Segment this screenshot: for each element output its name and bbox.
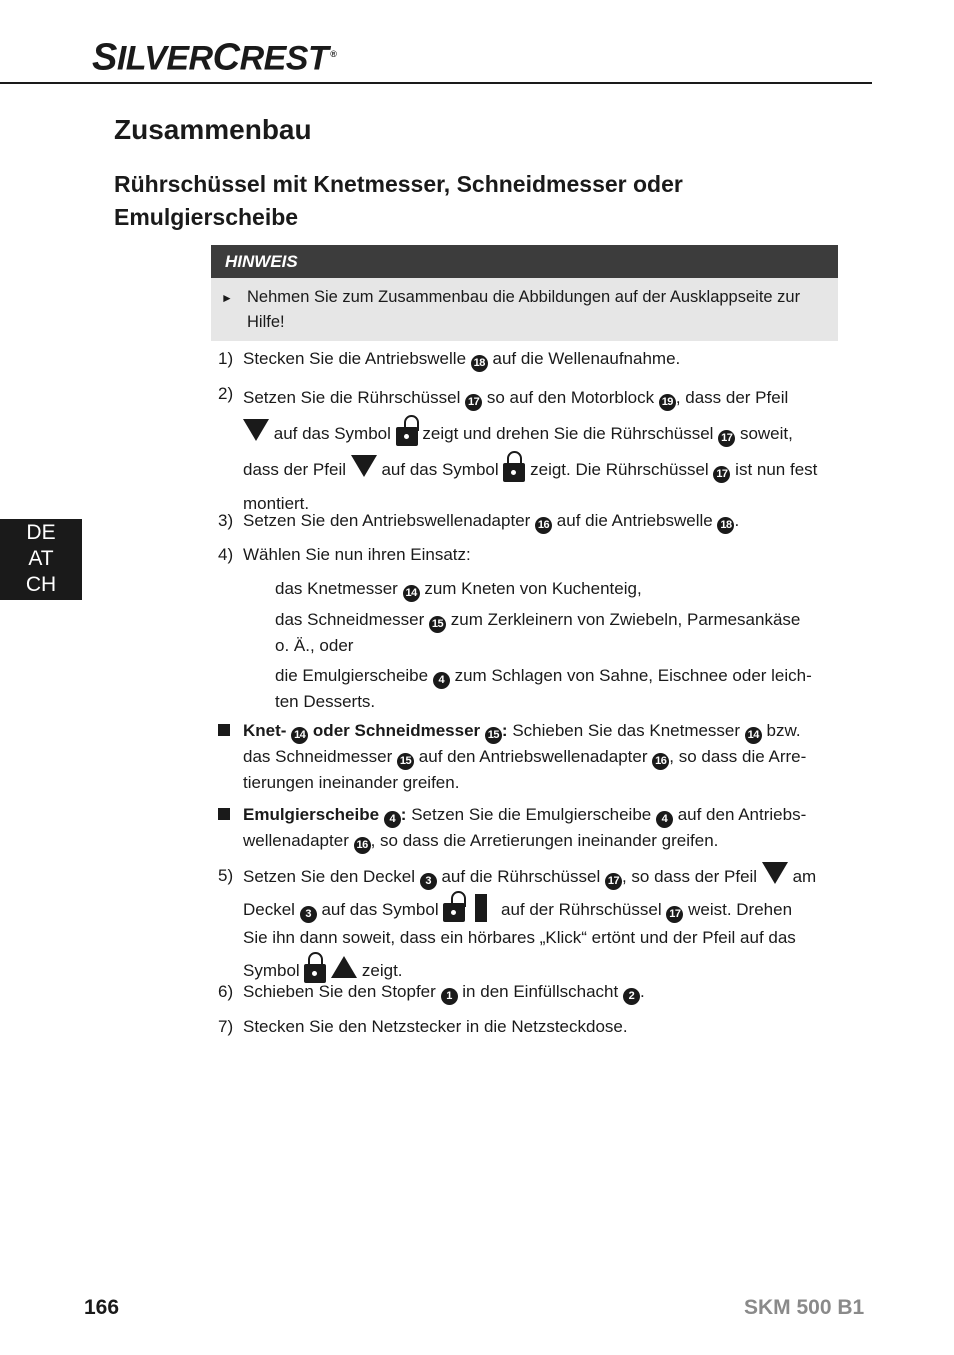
bullet-text bbox=[243, 718, 838, 795]
reference-number: 4 bbox=[384, 811, 401, 828]
text: auf die Antriebswelle bbox=[556, 511, 713, 530]
reference-number: 17 bbox=[605, 873, 622, 890]
reference-number: 14 bbox=[745, 727, 762, 744]
text: das Schneidmesser bbox=[243, 747, 393, 766]
note-text: Nehmen Sie zum Zusammenbau die Abbildungen auf der Ausklappseite zur Hilfe! bbox=[247, 288, 801, 331]
reference-number: 17 bbox=[713, 466, 730, 483]
step-1 bbox=[218, 346, 838, 372]
text: weist. Drehen bbox=[688, 900, 793, 919]
reference-number: 3 bbox=[420, 873, 437, 890]
reference-number: 17 bbox=[465, 394, 482, 411]
section-title bbox=[114, 168, 814, 234]
text: zum Kneten von Kuchenteig, bbox=[424, 579, 642, 598]
text: , so dass der Pfeil bbox=[621, 867, 758, 886]
step-number: 1) bbox=[218, 349, 234, 368]
section-title-line: Rührschüssel mit Knetmesser, Schneidmesser oder bbox=[114, 171, 683, 197]
step-4 bbox=[218, 542, 838, 567]
square-bullet-icon bbox=[218, 724, 230, 736]
reference-number: 16 bbox=[535, 517, 552, 534]
reference-number: 14 bbox=[403, 585, 420, 602]
text: Setzen Sie den Deckel bbox=[243, 867, 415, 886]
text: Schieben Sie das Knetmesser bbox=[512, 721, 741, 740]
reference-number: 17 bbox=[718, 430, 735, 447]
reference-number: 3 bbox=[300, 906, 317, 923]
text: zum Schlagen von Sahne, Eischnee oder leich- bbox=[454, 666, 812, 685]
reference-number: 4 bbox=[656, 811, 673, 828]
text: Setzen Sie den Antriebswellenadapter bbox=[243, 511, 531, 530]
text: ist nun fest bbox=[735, 460, 818, 479]
reference-number: 16 bbox=[354, 837, 371, 854]
bullet-emulgierscheibe bbox=[218, 802, 838, 854]
text: zum Zerkleinern von Zwiebeln, Parmesankäse bbox=[450, 610, 801, 629]
text: das Schneidmesser bbox=[275, 610, 425, 629]
text: Setzen Sie die Rührschüssel bbox=[243, 388, 461, 407]
text: Symbol bbox=[243, 961, 300, 980]
step-number: 4) bbox=[218, 545, 234, 564]
page-number: 166 bbox=[84, 1296, 120, 1319]
text: Stecken Sie die Antriebswelle bbox=[243, 349, 467, 368]
unlocked-lock-icon bbox=[443, 891, 465, 923]
step-5 bbox=[218, 862, 838, 985]
note-heading: HINWEIS bbox=[211, 245, 838, 278]
bullet-knet-schneidmesser bbox=[218, 718, 838, 795]
reference-number: 4 bbox=[433, 672, 450, 689]
text: zeigt. bbox=[361, 961, 403, 980]
step-number: 5) bbox=[218, 866, 234, 885]
reference-number: 18 bbox=[717, 517, 734, 534]
text: auf den Antriebswellenadapter bbox=[418, 747, 648, 766]
text: Schieben Sie den Stopfer bbox=[243, 982, 436, 1001]
text: bzw. bbox=[766, 721, 801, 740]
text: Knet- bbox=[243, 721, 287, 740]
square-bullet-icon bbox=[218, 808, 230, 820]
text: Deckel bbox=[243, 900, 295, 919]
text: , so dass die Arretierungen ineinander greifen. bbox=[370, 831, 719, 850]
arrow-down-icon bbox=[243, 419, 269, 441]
text: auf der Rührschüssel bbox=[500, 900, 662, 919]
text: Sie ihn dann soweit, dass ein hörbares „Klick“ ertönt und der Pfeil auf das bbox=[243, 928, 796, 947]
language-at: AT bbox=[28, 547, 54, 570]
logo-letter: S bbox=[92, 36, 117, 79]
text: zeigt. Die Rührschüssel bbox=[530, 460, 709, 479]
marker-bar-icon bbox=[475, 894, 487, 922]
brand-logo bbox=[92, 34, 336, 78]
text: auf den Antriebs- bbox=[677, 805, 807, 824]
step-number: 2) bbox=[218, 384, 234, 403]
logo-text: REST bbox=[239, 39, 329, 78]
arrow-down-icon bbox=[351, 455, 377, 477]
text: wellenadapter bbox=[243, 831, 349, 850]
text: das Knetmesser bbox=[275, 579, 398, 598]
step-text bbox=[243, 381, 838, 521]
option-knetmesser bbox=[275, 576, 835, 602]
text: ten Desserts. bbox=[275, 692, 376, 711]
text: : bbox=[501, 721, 508, 740]
step-text bbox=[243, 979, 838, 1005]
step-6 bbox=[218, 979, 838, 1005]
reference-number: 16 bbox=[652, 753, 669, 770]
text: auf das Symbol bbox=[381, 460, 499, 479]
reference-number: 15 bbox=[397, 753, 414, 770]
option-schneidmesser bbox=[275, 607, 835, 658]
text: Emulgierscheibe bbox=[243, 805, 380, 824]
bullet-text bbox=[243, 802, 838, 854]
reference-number: 19 bbox=[659, 394, 676, 411]
text: so auf den Motorblock bbox=[486, 388, 655, 407]
reference-number: 2 bbox=[623, 988, 640, 1005]
logo-text: ILVER bbox=[116, 39, 213, 78]
language-ch: CH bbox=[25, 573, 57, 596]
arrow-down-icon bbox=[762, 862, 788, 884]
option-emulgierscheibe bbox=[275, 663, 835, 714]
text: in den Einfüllschacht bbox=[462, 982, 619, 1001]
reference-number: 17 bbox=[666, 906, 683, 923]
step-number: 6) bbox=[218, 982, 234, 1001]
reference-number: 18 bbox=[471, 355, 488, 372]
language-de: DE bbox=[26, 521, 56, 544]
page-title: Zusammenbau bbox=[114, 114, 312, 145]
step-text bbox=[243, 508, 838, 534]
language-tab bbox=[0, 519, 82, 600]
step-text: Stecken Sie den Netzstecker in die Netzsteckdose. bbox=[243, 1017, 628, 1036]
step-text bbox=[243, 862, 838, 985]
text: am bbox=[792, 867, 817, 886]
step-7 bbox=[218, 1014, 838, 1039]
text: auf die Wellenaufnahme. bbox=[492, 349, 681, 368]
header-rule bbox=[0, 82, 872, 84]
text: o. Ä., oder bbox=[275, 636, 354, 655]
text: soweit, bbox=[739, 424, 793, 443]
text: Setzen Sie die Emulgierscheibe bbox=[411, 805, 652, 824]
text: , so dass die Arre- bbox=[669, 747, 807, 766]
text: auf die Rührschüssel bbox=[441, 867, 601, 886]
text: dass der Pfeil bbox=[243, 460, 346, 479]
step-2 bbox=[218, 381, 838, 521]
logo-letter: C bbox=[212, 36, 240, 79]
note-body bbox=[211, 278, 838, 341]
text: : bbox=[400, 805, 407, 824]
step-3 bbox=[218, 508, 838, 534]
step-number: 3) bbox=[218, 511, 234, 530]
text: , dass der Pfeil bbox=[675, 388, 789, 407]
locked-lock-icon bbox=[503, 451, 525, 483]
text: tierungen ineinander greifen. bbox=[243, 773, 460, 792]
model-number: SKM 500 B1 bbox=[744, 1296, 865, 1319]
unlocked-lock-icon bbox=[396, 415, 418, 447]
text: die Emulgierscheibe bbox=[275, 666, 429, 685]
text: zeigt und drehen Sie die Rührschüssel bbox=[422, 424, 714, 443]
registered-mark: ® bbox=[330, 49, 337, 59]
text: oder Schneidmesser bbox=[312, 721, 481, 740]
reference-number: 1 bbox=[441, 988, 458, 1005]
note-box bbox=[211, 245, 838, 341]
reference-number: 15 bbox=[485, 727, 502, 744]
section-title-line: Emulgierscheibe bbox=[114, 204, 299, 230]
text: auf das Symbol bbox=[273, 424, 391, 443]
text: . bbox=[639, 982, 645, 1001]
reference-number: 14 bbox=[291, 727, 308, 744]
reference-number: 15 bbox=[429, 616, 446, 633]
text: montiert. bbox=[243, 494, 310, 513]
text: auf das Symbol bbox=[321, 900, 439, 919]
text: . bbox=[734, 511, 740, 530]
step-number: 7) bbox=[218, 1017, 234, 1036]
step-text: Wählen Sie nun ihren Einsatz: bbox=[243, 545, 471, 564]
arrow-up-icon bbox=[331, 956, 357, 978]
bullet-arrow-icon: ► bbox=[221, 291, 233, 305]
step-text bbox=[243, 346, 838, 372]
